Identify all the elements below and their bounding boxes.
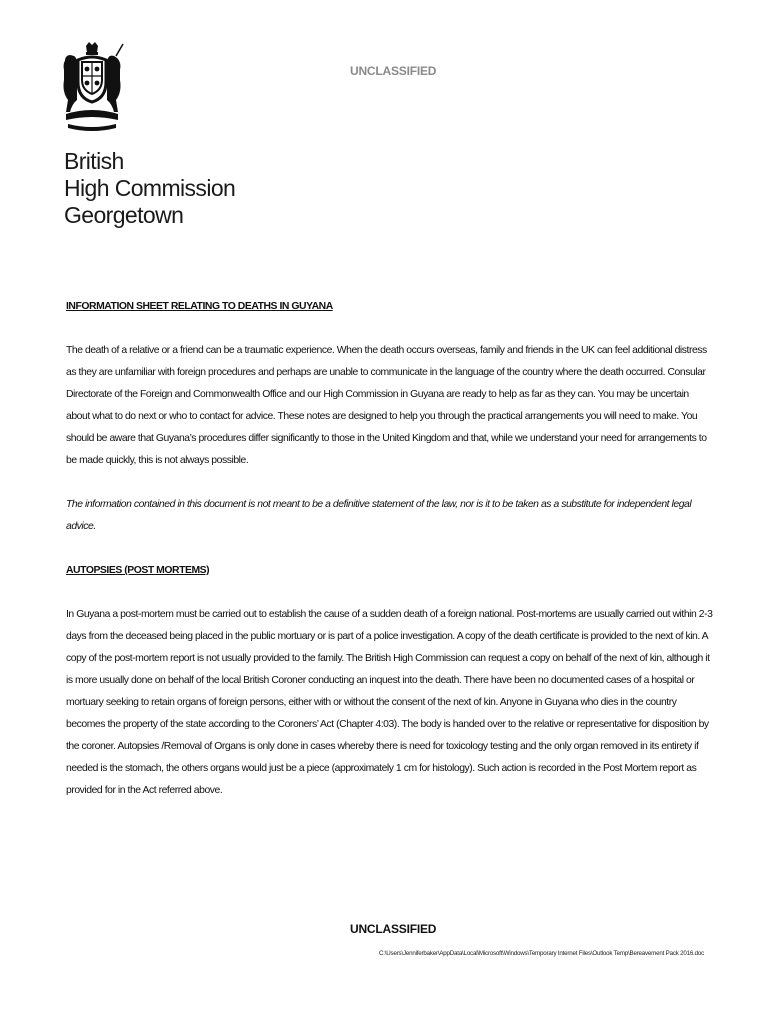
document-body [66,296,714,802]
section-heading-autopsies: AUTOPSIES (POST MORTEMS) [66,565,210,576]
autopsies-paragraph: In Guyana a post-mortem must be carried out to establish the cause of a sudden death of a foreign national. Post-mortems are usually carried out within 2-3 days from the deceased being placed in the public mortuary or is part of a police investigation. A copy of the death certificate is provided to the next of kin. A copy of the post-mortem report is not usually provided to the family. The British High Commission can request a copy on behalf of the next of kin, although it is more usually done on behalf of the local British Coroner conducting an inquest into the death. There have been no documented cases of a hospital or mortuary seeking to retain organs of foreign persons, either with or without the consent of the next of kin. Anyone in Guyana who dies in the country becomes the property of the state according to the Coroners’ Act (Chapter 4:03). The body is handed over to the relative or representative for disposition by the coroner. Autopsies /Removal of Organs is only done in cases whereby there is need for toxicology testing and the only organ removed in its entirety if needed is the stomach, the others organs would just be a piece (approximately 1 cm for histology). Such action is recorded in the Post Mortem report as provided for in the Act referred above. [66,609,713,796]
organisation-name [64,148,235,229]
org-name-line-3: Georgetown [64,202,184,228]
org-name-line-1: British [64,148,124,174]
document-file-path: C:\Users\Jenniferbaker\AppData\Local\Microsoft\Windows\Temporary Internet Files\Outlook Temp\Bereavement Pack 2016.doc [378,950,704,957]
document-title: INFORMATION SHEET RELATING TO DEATHS IN GUYANA [66,301,333,312]
intro-paragraph: The death of a relative or a friend can be a traumatic experience. When the death occurs overseas, family and friends in the UK can feel additional distress as they are unfamiliar with foreign procedures and perhaps are unable to communicate in the language of the country where the death occurred. Consular Directorate of the Foreign and Commonwealth Office and our High Commission in Guyana are ready to help as far as they can. You may be uncertain about what to do next or who to contact for advice. These notes are designed to help you through the practical arrangements you will need to make. You should be aware that Guyana’s procedures differ significantly to those in the United Kingdom and that, while we understand your need for arrangements to be made quickly, this is not always possible. [66,345,707,466]
classification-label-top: UNCLASSIFIED [350,64,437,78]
legal-disclaimer: The information contained in this document is not meant to be a definitive statement of the law, nor is it to be taken as a substitute for independent legal advice. [66,499,692,532]
royal-coat-of-arms-icon [60,40,124,136]
org-name-line-2: High Commission [64,175,236,201]
classification-label-bottom: UNCLASSIFIED [350,922,437,936]
